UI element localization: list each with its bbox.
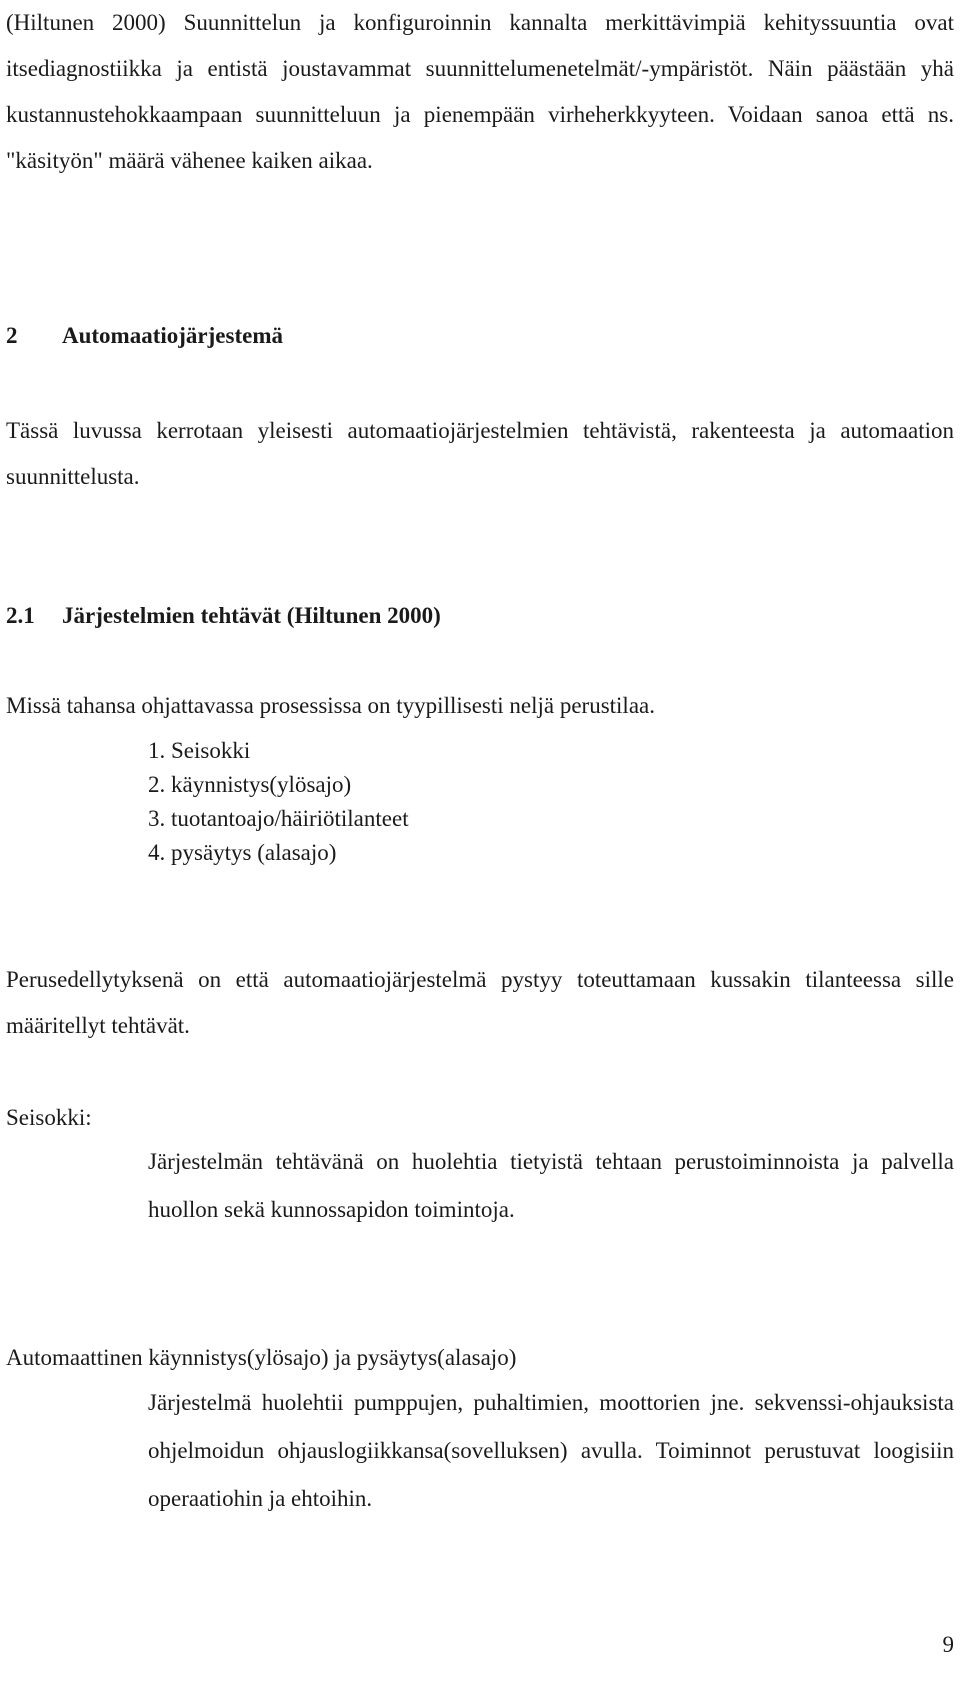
seisokki-text: Järjestelmän tehtävänä on huolehtia tietyistä tehtaan perustoiminnoista ja palvella huollon sekä kunnossapidon toimintoja.	[148, 1149, 954, 1222]
process-states-list	[148, 734, 409, 870]
section-2-1-title: Järjestelmien tehtävät (Hiltunen 2000)	[62, 603, 441, 628]
intro-paragraph: (Hiltunen 2000) Suunnittelun ja konfiguroinnin kannalta merkittävimpiä kehityssuuntia ovat itsediagnostiikka ja entistä joustavammat suunnittelumenetelmät/-ympäristöt. Näin päästään yhä kustannustehokkaampaan suunnitteluun ja pienempään virheherkkyyteen. Voidaan sanoa että ns. "käsityön" määrä vähenee kaiken aikaa.	[6, 10, 954, 173]
section-2-1-heading	[6, 593, 441, 639]
startup-label: Automaattinen käynnistys(ylösajo) ja pysäytys(alasajo)	[6, 1345, 517, 1370]
list-item: 4. pysäytys (alasajo)	[148, 840, 337, 865]
section-2-number: 2	[6, 323, 18, 348]
section-2-title: Automaatiojärjestemä	[62, 323, 283, 348]
page-number: 9	[942, 1632, 954, 1657]
section-2-1-intro: Missä tahansa ohjattavassa prosessissa on tyypillisesti neljä perustilaa.	[6, 693, 655, 718]
list-item: 2. käynnistys(ylösajo)	[148, 772, 352, 797]
list-item: 1. Seisokki	[148, 738, 251, 763]
startup-text: Järjestelmä huolehtii pumppujen, puhaltimien, moottorien jne. sekvenssi-ohjauksista ohjelmoidun ohjauslogiikkansa(sovelluksen) avulla. Toiminnot perustuvat loogisiin operaatiohin ja ehtoihin.	[148, 1390, 954, 1511]
section-2-1-number: 2.1	[6, 603, 35, 628]
list-item: 3. tuotantoajo/häiriötilanteet	[148, 806, 409, 831]
section-2-heading	[6, 313, 283, 359]
seisokki-label: Seisokki:	[6, 1105, 92, 1130]
requirement-paragraph: Perusedellytyksenä on että automaatiojärjestelmä pystyy toteuttamaan kussakin tilanteessa sille määritellyt tehtävät.	[6, 967, 954, 1038]
section-2-paragraph: Tässä luvussa kerrotaan yleisesti automaatiojärjestelmien tehtävistä, rakenteesta ja automaation suunnittelusta.	[6, 418, 954, 489]
